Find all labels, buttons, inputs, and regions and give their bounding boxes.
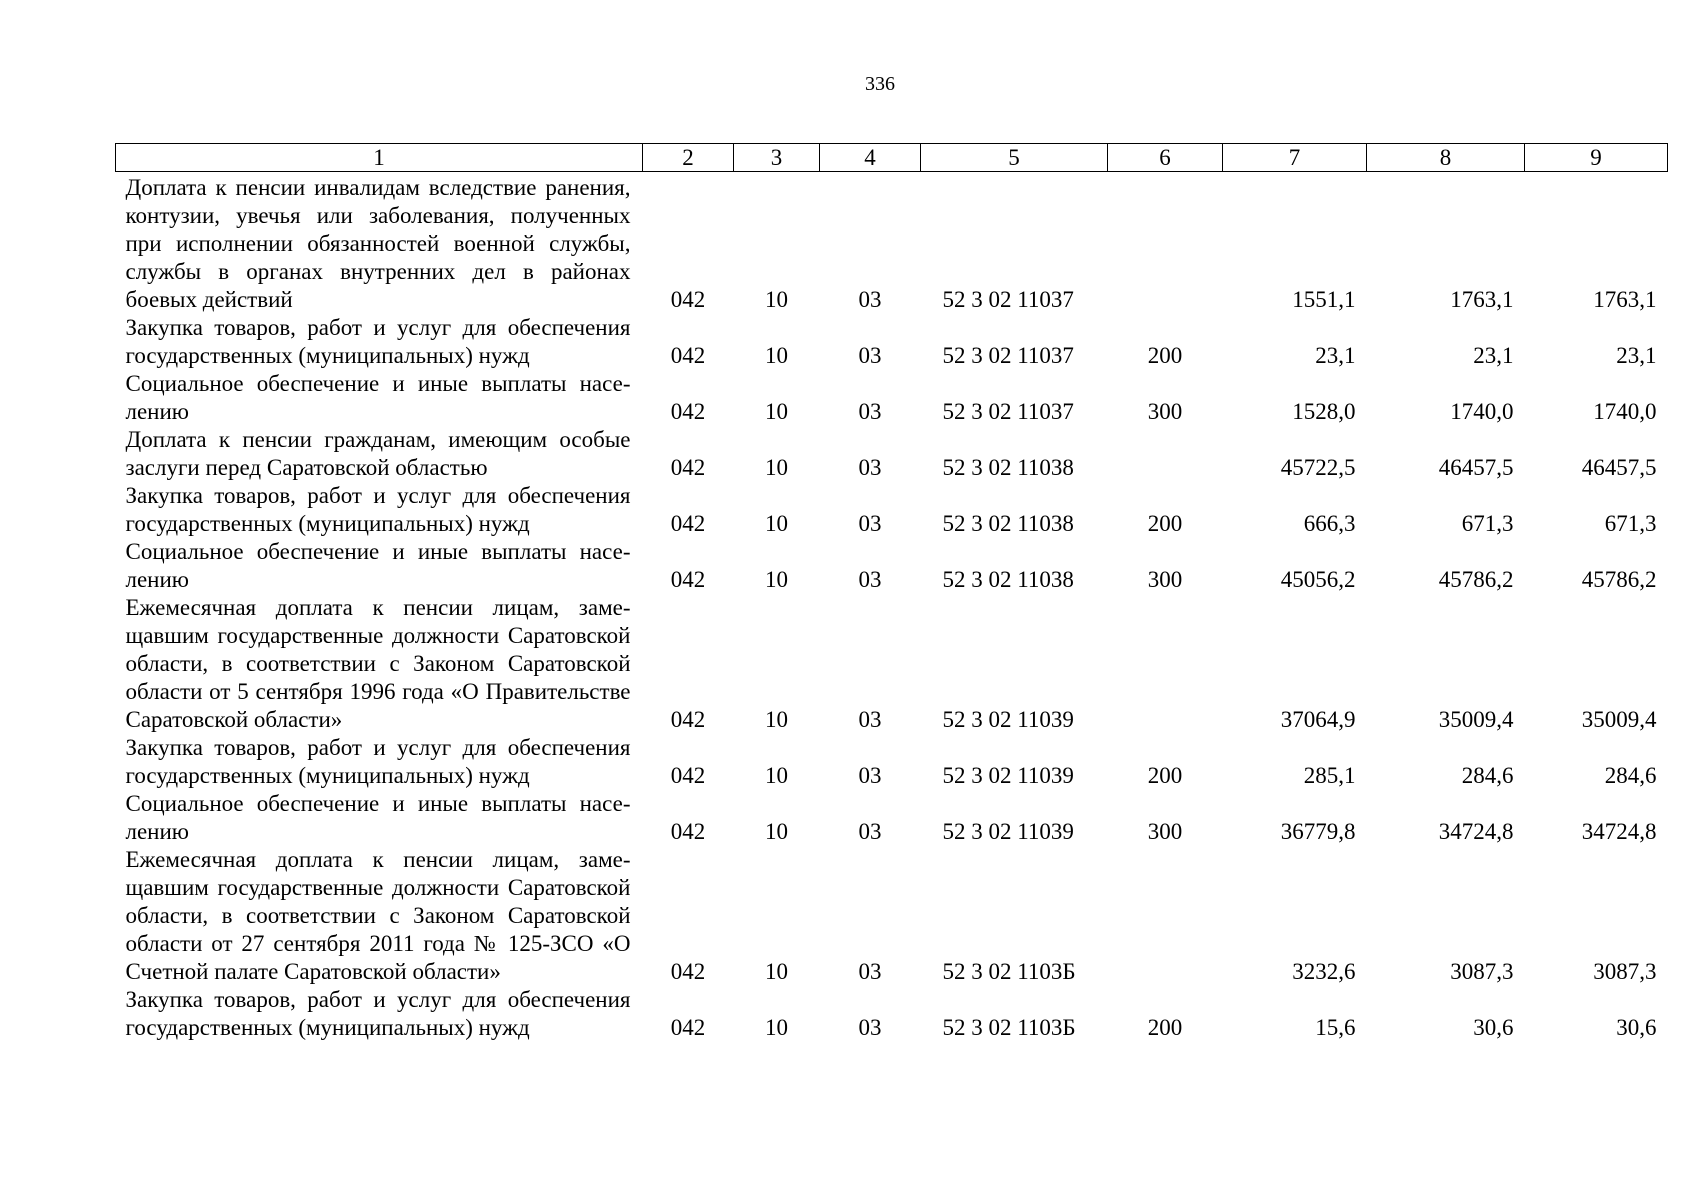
ministry-code: 042 bbox=[670, 959, 706, 984]
subsection-code: 03 bbox=[858, 343, 882, 368]
subsection-code: 03 bbox=[858, 819, 882, 844]
amount-col-7: 285,1 bbox=[1303, 763, 1356, 788]
subsection-code: 03 bbox=[858, 959, 882, 984]
expense-type-code: 200 bbox=[1147, 511, 1183, 536]
subsection-code: 03 bbox=[858, 511, 882, 536]
amount-col-7: 666,3 bbox=[1303, 511, 1356, 536]
amount-col-8: 671,3 bbox=[1461, 511, 1514, 536]
table-row bbox=[116, 172, 1668, 315]
target-article-code: 52 3 02 11039 bbox=[942, 707, 1074, 732]
target-article-code: 52 3 02 11039 bbox=[942, 819, 1074, 844]
expense-type-code bbox=[1108, 172, 1223, 315]
column-header-9: 9 bbox=[1525, 144, 1668, 172]
target-article-code: 52 3 02 11037 bbox=[942, 287, 1074, 312]
amount-col-7: 45722,5 bbox=[1280, 455, 1356, 480]
amount-col-7: 15,6 bbox=[1315, 1015, 1356, 1040]
amount-col-9: 1763,1 bbox=[1593, 287, 1657, 312]
target-article-code: 52 3 02 11038 bbox=[942, 455, 1074, 480]
subsection-code: 03 bbox=[858, 763, 882, 788]
amount-col-8: 1740,0 bbox=[1450, 399, 1514, 424]
section-code: 10 bbox=[765, 763, 788, 788]
budget-table bbox=[115, 143, 1668, 1042]
amount-col-9: 34724,8 bbox=[1581, 819, 1657, 844]
amount-col-9: 284,6 bbox=[1604, 763, 1657, 788]
section-code: 10 bbox=[765, 567, 788, 592]
expense-type-code bbox=[1108, 846, 1223, 986]
column-header-3: 3 bbox=[734, 144, 820, 172]
table-row bbox=[116, 482, 1668, 538]
section-code: 10 bbox=[765, 819, 788, 844]
section-code: 10 bbox=[765, 511, 788, 536]
expense-type-code: 300 bbox=[1147, 567, 1183, 592]
expense-type-code: 200 bbox=[1147, 343, 1183, 368]
ministry-code: 042 bbox=[670, 455, 706, 480]
expense-type-code bbox=[1108, 426, 1223, 482]
table-row bbox=[116, 734, 1668, 790]
amount-col-8: 1763,1 bbox=[1450, 287, 1514, 312]
column-header-7: 7 bbox=[1223, 144, 1367, 172]
row-description: Закупка товаров, работ и услуг для обеспечения государственных (муниципальных) нужд bbox=[125, 987, 631, 1040]
amount-col-8: 45786,2 bbox=[1438, 567, 1514, 592]
page-number: 336 bbox=[865, 73, 895, 95]
row-description: Закупка товаров, работ и услуг для обеспечения государственных (муниципальных) нужд bbox=[125, 483, 631, 536]
expense-type-code: 300 bbox=[1147, 399, 1183, 424]
expense-type-code: 300 bbox=[1147, 819, 1183, 844]
target-article-code: 52 3 02 1103Б bbox=[942, 1015, 1076, 1040]
amount-col-8: 3087,3 bbox=[1450, 959, 1514, 984]
column-header-4: 4 bbox=[820, 144, 921, 172]
row-description: Доплата к пенсии инвалидам вследствие ранения, контузии, увечья или заболевания, полученных при исполнении обязанностей военной службы, службы в органах внутренних дел в районах боевых действий bbox=[125, 175, 631, 312]
column-number-row bbox=[116, 144, 1668, 172]
table-row bbox=[116, 314, 1668, 370]
subsection-code: 03 bbox=[858, 455, 882, 480]
amount-col-8: 46457,5 bbox=[1438, 455, 1514, 480]
table-row bbox=[116, 370, 1668, 426]
amount-col-9: 46457,5 bbox=[1581, 455, 1657, 480]
table-body bbox=[116, 172, 1668, 1043]
amount-col-9: 45786,2 bbox=[1581, 567, 1657, 592]
section-code: 10 bbox=[765, 707, 788, 732]
row-description: Ежемесячная доплата к пенсии лицам, замещавшим государственные должности Саратовской области, в соответствии с Законом Саратовской области от 5 сентября 1996 года «О Правительстве Саратовской области» bbox=[125, 595, 631, 732]
subsection-code: 03 bbox=[858, 567, 882, 592]
row-description: Социальное обеспечение и иные выплаты населению bbox=[125, 539, 631, 592]
section-code: 10 bbox=[765, 343, 788, 368]
target-article-code: 52 3 02 11039 bbox=[942, 763, 1074, 788]
ministry-code: 042 bbox=[670, 567, 706, 592]
amount-col-9: 23,1 bbox=[1616, 343, 1657, 368]
amount-col-8: 30,6 bbox=[1473, 1015, 1514, 1040]
subsection-code: 03 bbox=[858, 287, 882, 312]
row-description: Доплата к пенсии гражданам, имеющим особые заслуги перед Саратовской областью bbox=[125, 427, 631, 480]
section-code: 10 bbox=[765, 399, 788, 424]
amount-col-7: 3232,6 bbox=[1292, 959, 1356, 984]
ministry-code: 042 bbox=[670, 399, 706, 424]
row-description: Социальное обеспечение и иные выплаты населению bbox=[125, 371, 631, 424]
amount-col-8: 284,6 bbox=[1461, 763, 1514, 788]
ministry-code: 042 bbox=[670, 1015, 706, 1040]
amount-col-7: 23,1 bbox=[1315, 343, 1356, 368]
amount-col-8: 23,1 bbox=[1473, 343, 1514, 368]
ministry-code: 042 bbox=[670, 343, 706, 368]
ministry-code: 042 bbox=[670, 763, 706, 788]
row-description: Закупка товаров, работ и услуг для обеспечения государственных (муниципальных) нужд bbox=[125, 735, 631, 788]
subsection-code: 03 bbox=[858, 707, 882, 732]
target-article-code: 52 3 02 11038 bbox=[942, 511, 1074, 536]
column-header-1: 1 bbox=[116, 144, 643, 172]
expense-type-code: 200 bbox=[1147, 763, 1183, 788]
expense-type-code: 200 bbox=[1147, 1015, 1183, 1040]
target-article-code: 52 3 02 1103Б bbox=[942, 959, 1076, 984]
section-code: 10 bbox=[765, 959, 788, 984]
target-article-code: 52 3 02 11038 bbox=[942, 567, 1074, 592]
table-row bbox=[116, 846, 1668, 986]
amount-col-8: 35009,4 bbox=[1438, 707, 1514, 732]
ministry-code: 042 bbox=[670, 819, 706, 844]
subsection-code: 03 bbox=[858, 399, 882, 424]
ministry-code: 042 bbox=[670, 707, 706, 732]
section-code: 10 bbox=[765, 455, 788, 480]
table-row bbox=[116, 426, 1668, 482]
ministry-code: 042 bbox=[670, 511, 706, 536]
amount-col-9: 30,6 bbox=[1616, 1015, 1657, 1040]
amount-col-9: 1740,0 bbox=[1593, 399, 1657, 424]
amount-col-7: 45056,2 bbox=[1280, 567, 1356, 592]
expense-type-code bbox=[1108, 594, 1223, 734]
table-row bbox=[116, 790, 1668, 846]
amount-col-8: 34724,8 bbox=[1438, 819, 1514, 844]
row-description: Социальное обеспечение и иные выплаты населению bbox=[125, 791, 631, 844]
amount-col-7: 36779,8 bbox=[1280, 819, 1356, 844]
amount-col-9: 3087,3 bbox=[1593, 959, 1657, 984]
table-row bbox=[116, 986, 1668, 1042]
row-description: Ежемесячная доплата к пенсии лицам, замещавшим государственные должности Саратовской области, в соответствии с Законом Саратовской области от 27 сентября 2011 года № 125-ЗСО «О Счетной палате Саратовской области» bbox=[125, 847, 631, 984]
table-row bbox=[116, 538, 1668, 594]
amount-col-9: 35009,4 bbox=[1581, 707, 1657, 732]
row-description: Закупка товаров, работ и услуг для обеспечения государственных (муниципальных) нужд bbox=[125, 315, 631, 368]
amount-col-7: 1551,1 bbox=[1292, 287, 1356, 312]
amount-col-7: 37064,9 bbox=[1280, 707, 1356, 732]
amount-col-9: 671,3 bbox=[1604, 511, 1657, 536]
column-header-8: 8 bbox=[1367, 144, 1525, 172]
column-header-2: 2 bbox=[643, 144, 734, 172]
column-header-5: 5 bbox=[921, 144, 1108, 172]
column-header-6: 6 bbox=[1108, 144, 1223, 172]
ministry-code: 042 bbox=[670, 287, 706, 312]
target-article-code: 52 3 02 11037 bbox=[942, 343, 1074, 368]
section-code: 10 bbox=[765, 287, 788, 312]
amount-col-7: 1528,0 bbox=[1292, 399, 1356, 424]
table-row bbox=[116, 594, 1668, 734]
target-article-code: 52 3 02 11037 bbox=[942, 399, 1074, 424]
section-code: 10 bbox=[765, 1015, 788, 1040]
subsection-code: 03 bbox=[858, 1015, 882, 1040]
